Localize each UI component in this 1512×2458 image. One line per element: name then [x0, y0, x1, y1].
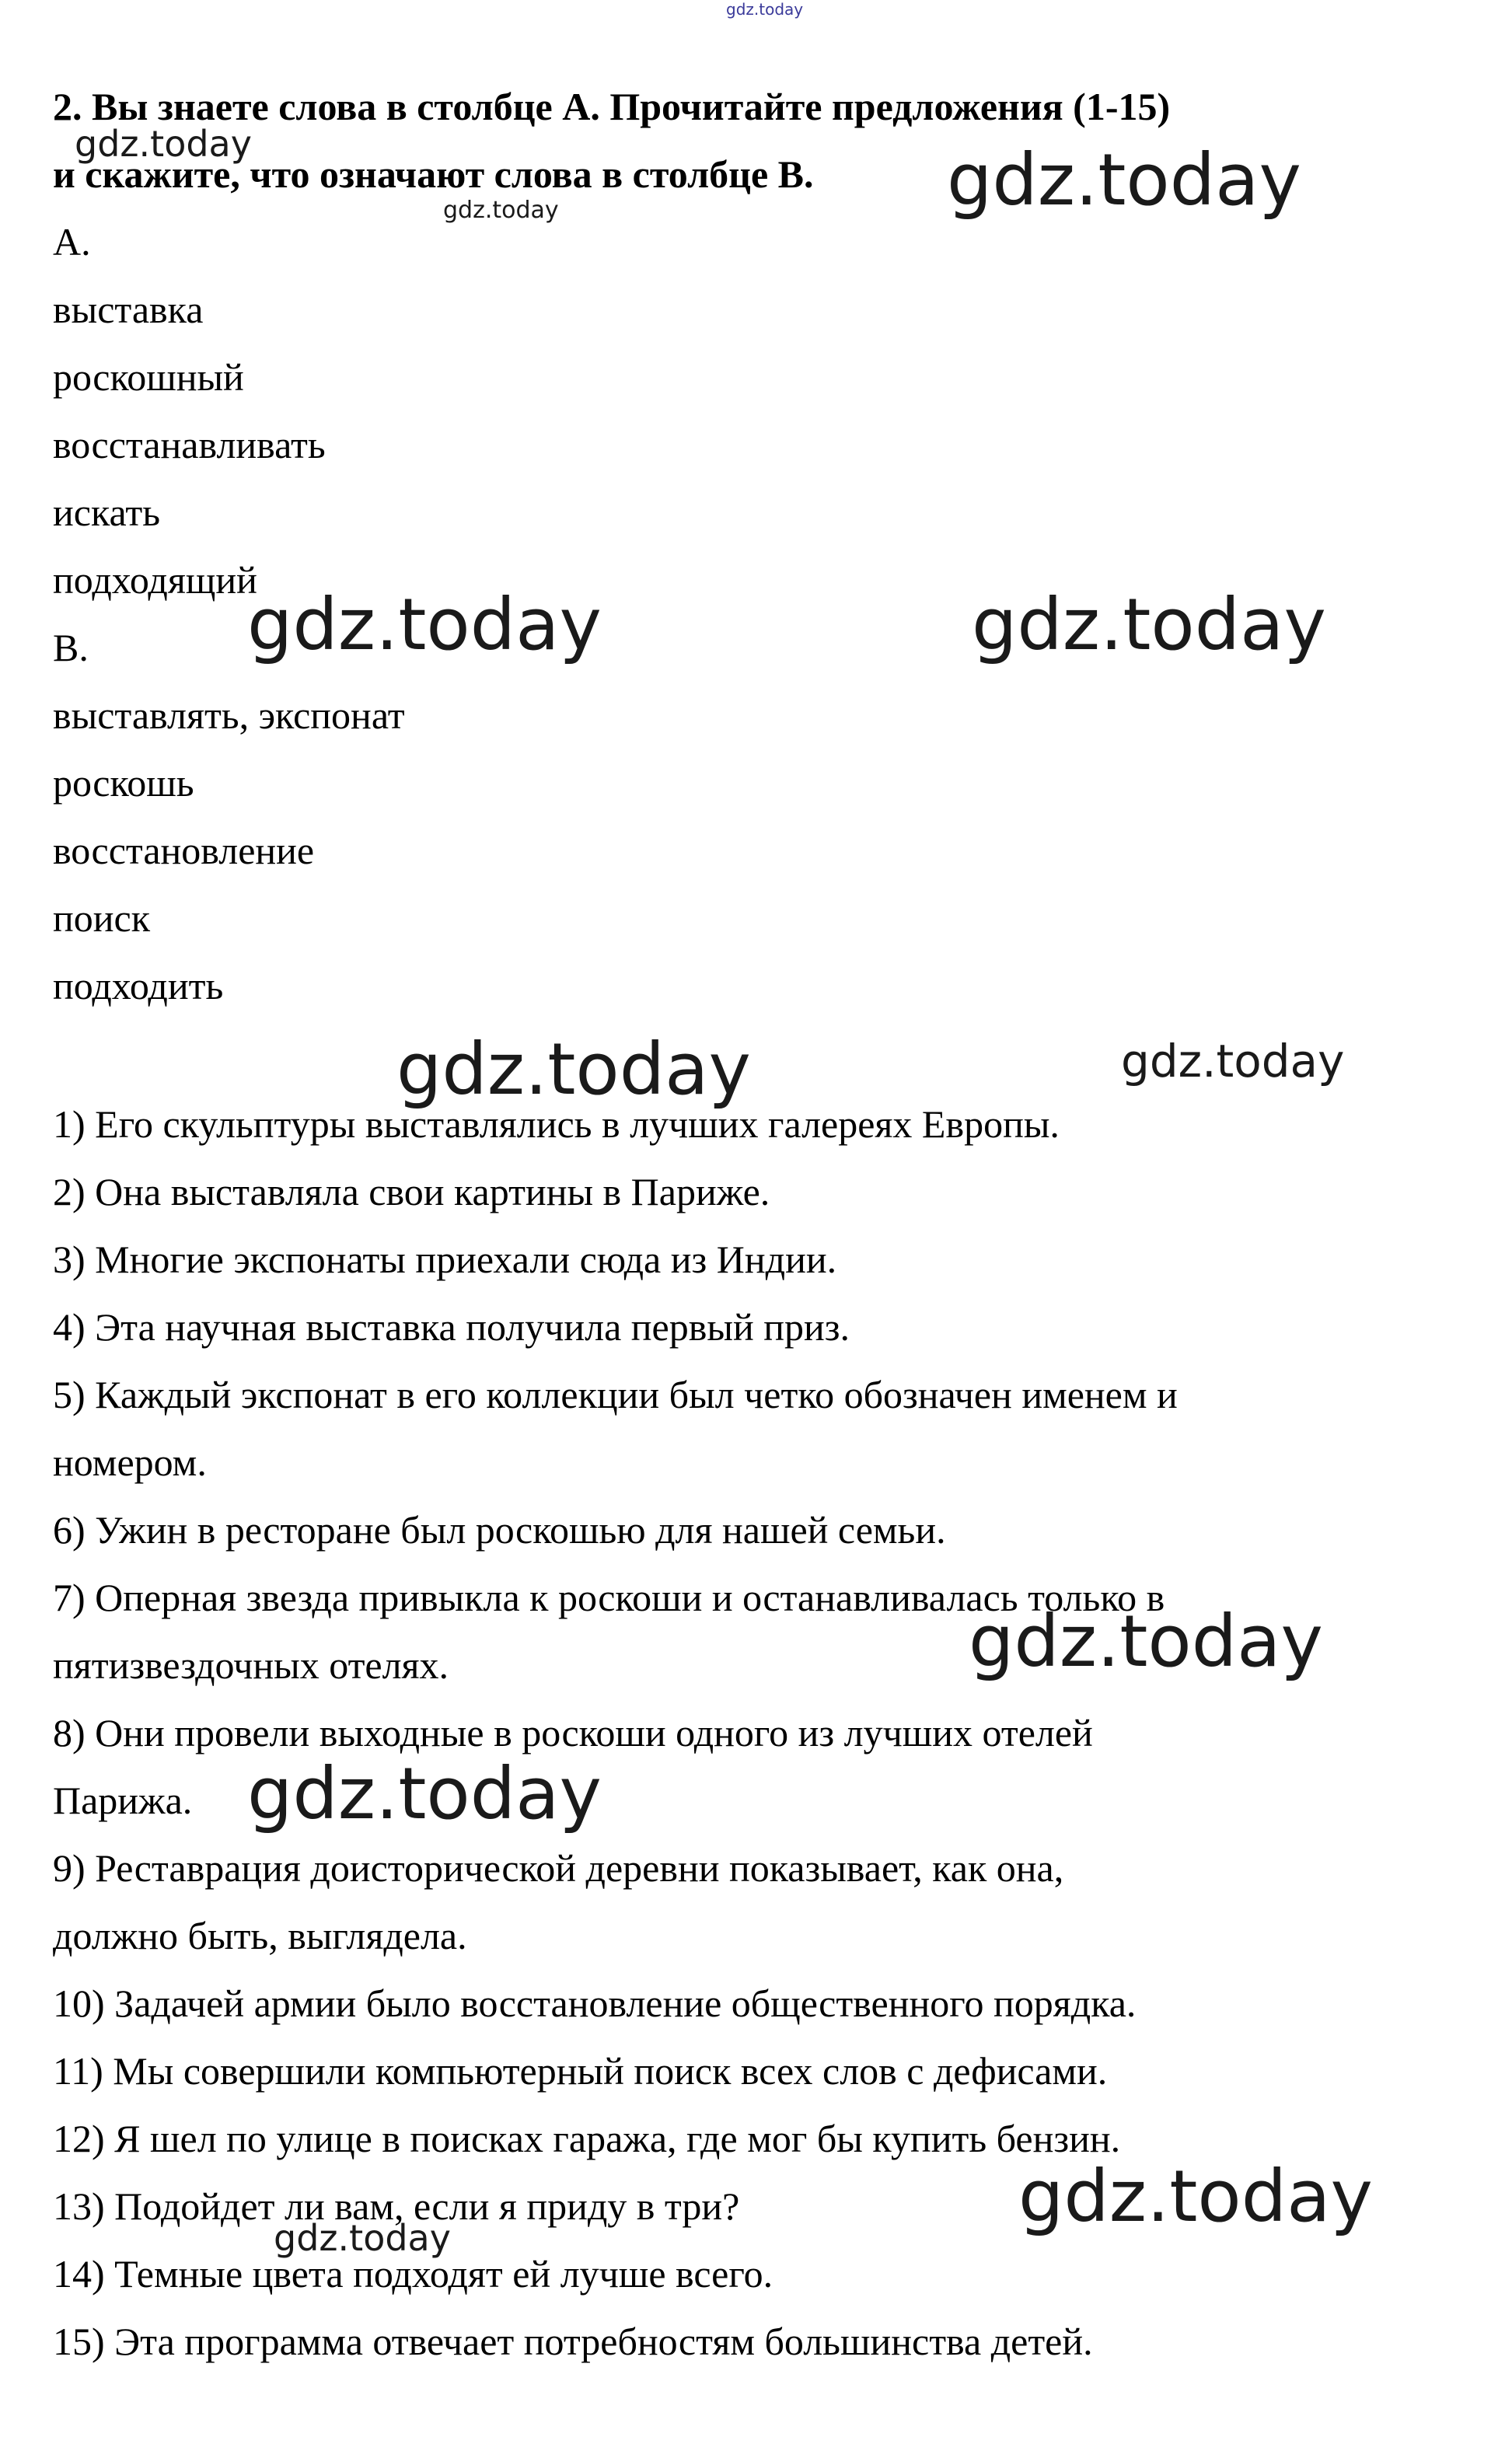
sentence-line: должно быть, выглядела.: [53, 1914, 467, 1957]
column-a-word: подходящий: [53, 558, 257, 602]
column-b-word: поиск: [53, 896, 150, 940]
task-title-line-2: и скажите, что означают слова в столбце В.: [53, 152, 814, 196]
watermark: gdz.today: [972, 583, 1326, 666]
sentence-line: 11) Мы совершили компьютерный поиск всех слов с дефисами.: [53, 2049, 1108, 2093]
watermark: gdz.today: [947, 138, 1301, 222]
sentence-line: 13) Подойдет ли вам, если я приду в три?: [53, 2184, 740, 2228]
watermark: gdz.today: [443, 197, 559, 224]
sentence-line: 3) Многие экспонаты приехали сюда из Индии.: [53, 1238, 837, 1281]
sentence-line: 15) Эта программа отвечает потребностям большинства детей.: [53, 2320, 1093, 2363]
watermark: gdz.today: [1018, 2155, 1373, 2238]
sentence-line: 6) Ужин в ресторане был роскошью для нашей семьи.: [53, 1508, 946, 1552]
column-b-word: восстановление: [53, 829, 315, 872]
sentence-line: 2) Она выставляла свои картины в Париже.: [53, 1170, 770, 1213]
column-a-heading: А.: [53, 220, 91, 264]
column-a-word: искать: [53, 491, 161, 534]
task-title-line-1: 2. Вы знаете слова в столбце А. Прочитайте предложения (1-15): [53, 85, 1171, 128]
column-a-word: восстанавливать: [53, 423, 326, 466]
watermark: gdz.today: [396, 1028, 751, 1111]
column-b-heading: В.: [53, 626, 89, 669]
sentence-line: номером.: [53, 1440, 207, 1484]
sentence-line: 9) Реставрация доисторической деревни показывает, как она,: [53, 1846, 1064, 1890]
sentence-line: 12) Я шел по улице в поисках гаража, где мог бы купить бензин.: [53, 2117, 1121, 2160]
watermark: gdz.today: [247, 1752, 602, 1835]
column-a-word: роскошный: [53, 355, 244, 399]
column-a-word: выставка: [53, 288, 204, 331]
column-b-word: подходить: [53, 964, 224, 1007]
watermark: gdz.today: [969, 1600, 1323, 1683]
watermark: gdz.today: [274, 2217, 451, 2259]
column-b-word: выставлять, экспонат: [53, 693, 405, 737]
watermark: gdz.today: [1121, 1035, 1345, 1088]
sentence-line: 14) Темные цвета подходят ей лучше всего.: [53, 2252, 773, 2296]
sentence-line: 7) Оперная звезда привыкла к роскоши и останавливалась только в: [53, 1576, 1165, 1619]
sentence-line: 1) Его скульптуры выставлялись в лучших галереях Европы.: [53, 1102, 1060, 1146]
column-b-word: роскошь: [53, 761, 194, 805]
sentence-line: Парижа.: [53, 1779, 193, 1822]
sentence-line: 10) Задачей армии было восстановление общественного порядка.: [53, 1981, 1137, 2025]
sentence-line: 5) Каждый экспонат в его коллекции был четко обозначен именем и: [53, 1373, 1178, 1416]
sentence-line: 4) Эта научная выставка получила первый приз.: [53, 1305, 850, 1349]
watermark: gdz.today: [247, 583, 602, 666]
sentence-line: 8) Они провели выходные в роскоши одного из лучших отелей: [53, 1711, 1093, 1754]
watermark: gdz.today: [726, 0, 804, 19]
sentence-line: пятизвездочных отелях.: [53, 1643, 449, 1687]
watermark: gdz.today: [75, 123, 252, 165]
